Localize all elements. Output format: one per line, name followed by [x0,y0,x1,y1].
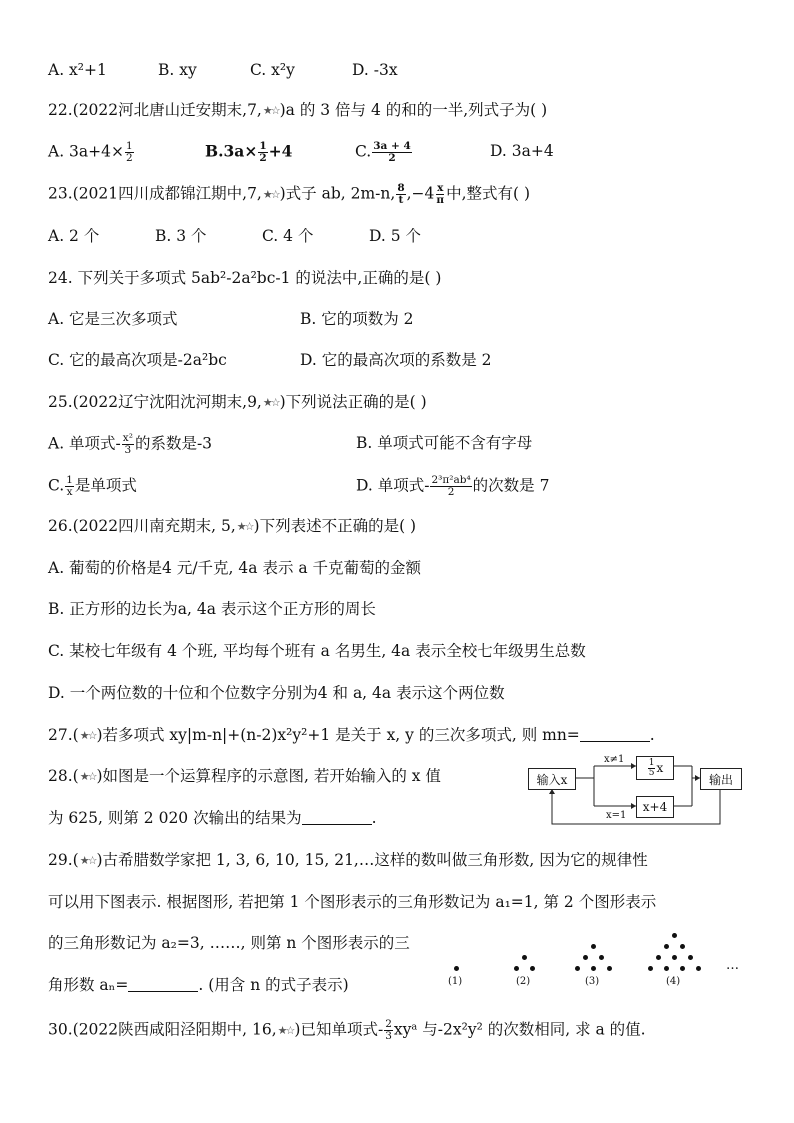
q29-answer-blank[interactable] [128,977,198,992]
q25-option-c: C. $\frac{1}{x}$ 是单项式 [48,474,137,498]
q23-option-c: C. 4 个 [262,227,314,245]
q29-stem-line4: 角形数 aₙ= . (用含 n 的式子表示) [48,976,349,994]
q28-stem-line1: 28.(★☆)如图是一个运算程序的示意图, 若开始输入的 x 值 [48,767,441,785]
q26-option-d: D. 一个两位数的十位和个位数字分别为4 和 a, 4a 表示这个两位数 [48,684,505,702]
difficulty-star-icon: ★☆ [79,854,96,867]
q21-option-c: C. x²y [250,61,295,79]
q25-option-a: A. 单项式- $\frac{\text{x²}}{3}$ 的系数是-3 [48,432,213,456]
q23-option-a: A. 2 个 [48,227,100,245]
q29-stem-line1: 29.(★☆)古希腊数学家把 1, 3, 6, 10, 15, 21,…这样的数叫做三角形数, 因为它的规律性 [48,851,648,869]
q22-stem: 22.(2022河北唐山迁安期末,7,★☆)a 的 3 倍与 4 的和的一半,列式子为( ) [48,101,548,119]
q25-option-b: B. 单项式可能不含有字母 [356,434,533,452]
difficulty-star-icon: ★☆ [262,396,279,409]
q30-stem: 30.(2022陕西咸阳泾阳期中, 16,★☆)已知单项式- $\frac{2}{3}$ xyᵃ 与-2x²y² 的次数相同, 求 a 的值. [48,1018,646,1042]
q21-option-d: D. -3x [352,61,398,79]
q22-option-c: C. $\frac{3a + 4}{2}$ [355,140,411,164]
q22-option-d: D. 3a+4 [490,142,554,160]
q22-option-a: A. 3a+4× $\frac{1}{2}$ [48,140,133,164]
q25-option-d: D. 单项式- $\frac{\text{2³π²ab⁴}}{2}$ 的次数是 7 [356,474,550,498]
flow-condition-not-one: x≠1 [604,754,625,765]
difficulty-star-icon: ★☆ [262,104,279,117]
difficulty-star-icon: ★☆ [236,520,253,533]
difficulty-star-icon: ★☆ [277,1023,294,1037]
q22-option-b: B.3a× $\frac{1}{2}$ +4 [205,140,293,164]
q26-option-b: B. 正方形的边长为a, 4a 表示这个正方形的周长 [48,600,376,618]
q23-option-b: B. 3 个 [155,227,207,245]
q24-option-b: B. 它的项数为 2 [300,310,414,328]
flow-add-box: x+4 [636,796,674,818]
q26-option-c: C. 某校七年级有 4 个班, 平均每个班有 a 名男生, 4a 表示全校七年级男生总数 [48,642,586,660]
program-flow-diagram [528,754,742,830]
difficulty-star-icon: ★☆ [262,187,279,201]
flow-input-box: 输入x [528,768,576,790]
figure-ellipsis: … [726,958,739,973]
q21-option-b: B. xy [158,61,197,79]
difficulty-star-icon: ★☆ [79,770,96,783]
q23-option-d: D. 5 个 [369,227,422,245]
figure-label-4: (4) [666,976,681,987]
q21-option-a: A. x²+1 [48,61,107,79]
q24-option-c: C. 它的最高次项是-2a²bc [48,351,227,369]
difficulty-star-icon: ★☆ [79,729,96,742]
q23-stem: 23.(2021四川成都锦江期中,7,★☆)式子 ab, 2m-n, $\frac{8}{t}$ ,−4 $\frac{x}{\pi}$ 中,整式有( ) [48,182,531,206]
q26-option-a: A. 葡萄的价格是4 元/千克, 4a 表示 a 千克葡萄的金额 [48,559,422,577]
figure-label-3: (3) [585,976,600,987]
flow-condition-one: x=1 [606,810,627,821]
q24-option-a: A. 它是三次多项式 [48,310,178,328]
q25-stem: 25.(2022辽宁沈阳沈河期末,9,★☆)下列说法正确的是( ) [48,393,427,411]
q28-stem-line2: 为 625, 则第 2 020 次输出的结果为 . [48,809,377,827]
q26-stem: 26.(2022四川南充期末, 5,★☆)下列表述不正确的是( ) [48,517,417,535]
q29-stem-line3: 的三角形数记为 a₂=3, ……, 则第 n 个图形表示的三 [48,934,410,952]
q28-answer-blank[interactable] [302,810,372,825]
figure-label-2: (2) [516,976,531,987]
q24-stem: 24. 下列关于多项式 5ab²-2a²bc-1 的说法中,正确的是( ) [48,269,442,287]
figure-label-1: (1) [448,976,463,987]
flow-output-box: 输出 [700,768,742,790]
q27-stem: 27.(★☆)若多项式 xy|m-n|+(n-2)x²y²+1 是关于 x, y 的三次多项式, 则 mn= . [48,726,655,744]
q29-stem-line2: 可以用下图表示. 根据图形, 若把第 1 个图形表示的三角形数记为 a₁=1, 第 2 个图形表示 [48,893,657,911]
q24-option-d: D. 它的最高次项的系数是 2 [300,351,492,369]
flow-multiply-box: $\frac{1}{5}$ x [636,756,674,780]
q27-answer-blank[interactable] [580,727,650,742]
